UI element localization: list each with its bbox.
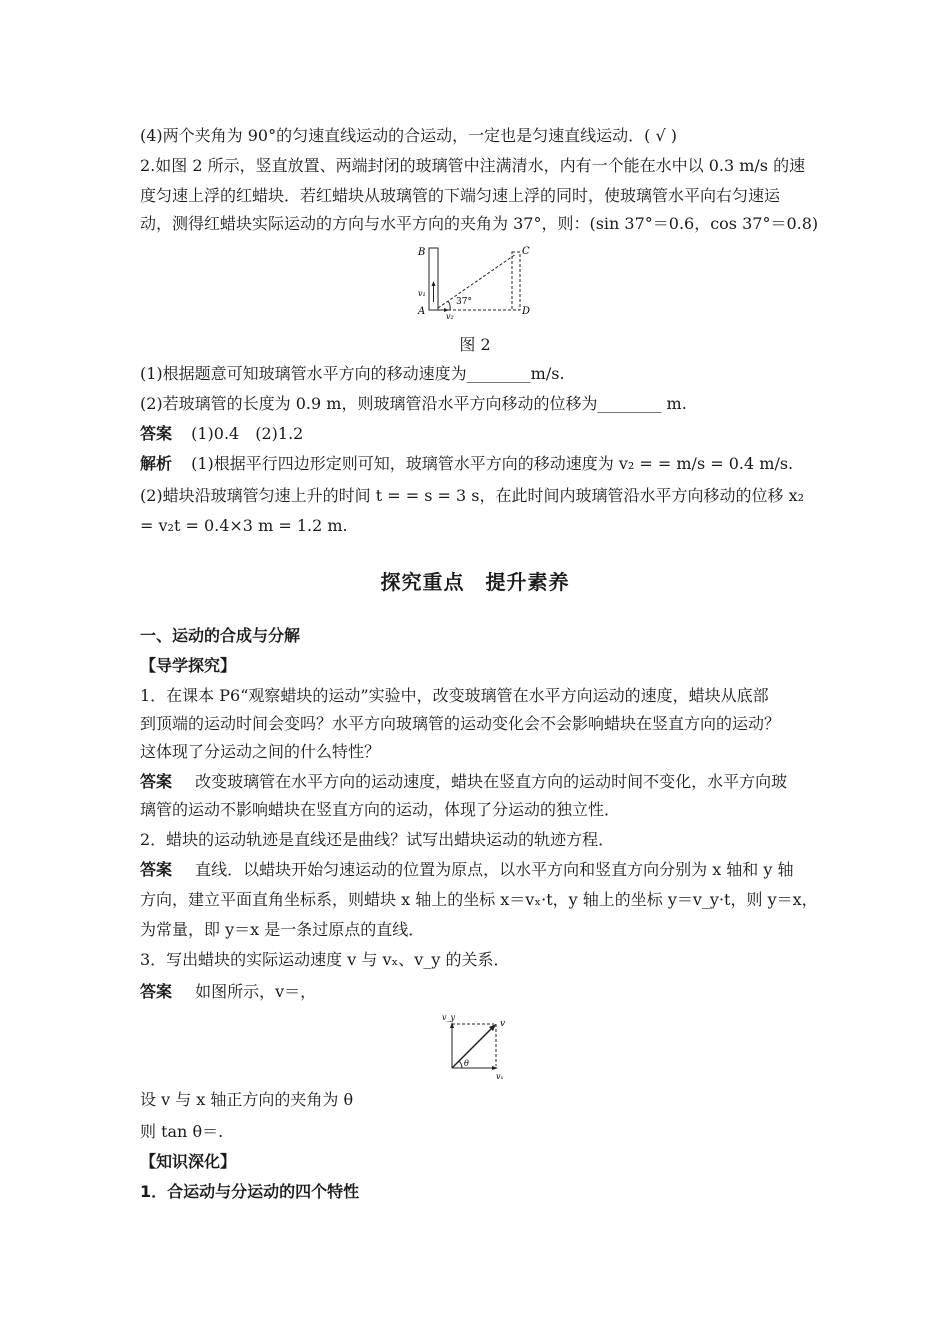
guide-q1-line-2: 到顶端的运动时间会变吗？水平方向玻璃管的运动变化会不会影响蜡块在竖直方向的运动？ [140,714,781,733]
guide-a1-text: 改变玻璃管在水平方向的运动速度，蜡块在竖直方向的运动时间不变化，水平方向玻 [195,772,788,791]
label-v1: v₁ [418,289,426,298]
guide-a3-text: 如图所示，v＝， [195,982,317,1001]
text-line-4: (4)两个夹角为 90°的匀速直线运动的合运动，一定也是匀速直线运动．( √ ) [140,126,677,145]
figure-2-caption: 图 2 [459,335,491,354]
tan-theta-line: 则 tan θ＝. [140,1122,224,1141]
label-vy: v_y [442,1013,456,1022]
guide-q2: 2．蜡块的运动轨迹是直线还是曲线？试写出蜡块运动的轨迹方程． [140,830,615,849]
question-1: (1)根据题意可知玻璃管水平方向的移动速度为________m/s. [140,364,565,383]
analysis-line-1 [140,454,812,474]
label-B: B [418,247,426,258]
analysis-line-3: = v₂t = 0.4×3 m = 1.2 m. [140,516,348,535]
angle-arc [448,301,450,310]
label-A: A [418,306,426,317]
part-1-heading: 一、运动的合成与分解 [140,626,301,645]
guide-a2-line-3: 为常量，即 y＝x 是一条过原点的直线． [140,920,425,939]
label-D: D [522,306,531,317]
vx-arrowhead [492,1066,498,1070]
guide-a2-line-1 [140,860,812,880]
guide-a1-line-1 [140,772,812,792]
diagonal-path [438,254,516,308]
moved-tube [512,252,520,310]
question-2: (2)若玻璃管的长度为 0.9 m，则玻璃管沿水平方向移动的位移为________ m. [140,394,687,413]
guide-label: 【导学探究】 [140,656,237,675]
guide-a2-label: 答案 [140,860,173,879]
problem-2-line-1: 2.如图 2 所示，竖直放置、两端封闭的玻璃管中注满清水，内有一个能在水中以 0.3 m/s 的速 [140,156,806,175]
guide-q1-line-1: 1．在课本 P6“观察蜡块的运动”实验中，改变玻璃管在水平方向运动的速度，蜡块从底部 [140,686,769,705]
guide-a2-line-2: 方向，建立平面直角坐标系，则蜡块 x 轴上的坐标 x＝vₓ·t，y 轴上的坐标 y＝v_y·t，则 y＝x， [140,890,818,909]
problem-2-line-2: 度匀速上浮的红蜡块．若红蜡块从玻璃管的下端匀速上浮的同时，使玻璃管水平向右匀速运 [140,186,781,205]
deepen-item-1: 1．合运动与分运动的四个特性 [140,1182,360,1201]
v-resultant [452,1028,492,1068]
velocity-decomposition-diagram [438,1010,518,1082]
label-theta: θ [464,1059,469,1068]
answer-line [140,424,812,444]
guide-q1-line-3: 这体现了分运动之间的什么特性？ [140,742,381,761]
answer-text: (1)0.4 (2)1.2 [191,424,304,443]
guide-a2-text: 直线．以蜡块开始匀速运动的位置为原点，以水平方向和竖直方向分别为 x 轴和 y 轴 [195,860,794,879]
deepen-label: 【知识深化】 [140,1152,237,1171]
problem-2-line-3: 动，测得红蜡块实际运动的方向与水平方向的夹角为 37°，则：(sin 37°＝0.6，cos 37°＝0.8) [140,214,819,233]
label-vx: vₓ [496,1072,504,1081]
section-title: 探究重点 提升素养 [380,570,570,594]
analysis-label: 解析 [140,454,173,473]
v1-arrowhead [432,281,436,286]
label-angle: 37° [456,297,472,307]
theta-arc [459,1061,462,1068]
guide-q3: 3．写出蜡块的实际运动速度 v 与 vₓ、v_y 的关系． [140,950,510,969]
guide-a1-label: 答案 [140,772,173,791]
analysis-text-1: (1)根据平行四边形定则可知，玻璃管水平方向的移动速度为 v₂ = = m/s = 0.4 m/s. [191,454,794,473]
label-C: C [522,246,530,257]
theta-definition: 设 v 与 x 轴正方向的夹角为 θ [140,1090,354,1109]
guide-a1-line-2: 璃管的运动不影响蜡块在竖直方向的运动，体现了分运动的独立性． [140,800,621,819]
label-v2: v₂ [446,312,454,320]
figure-2-diagram [410,240,540,320]
vy-arrowhead [450,1022,454,1028]
guide-a3-line [140,982,812,1002]
label-v: v [500,1019,506,1029]
analysis-line-2: (2)蜡块沿玻璃管匀速上升的时间 t = = s = 3 s，在此时间内玻璃管沿水平方向移动的位移 x₂ [140,486,805,505]
answer-label: 答案 [140,424,173,443]
guide-a3-label: 答案 [140,982,173,1001]
